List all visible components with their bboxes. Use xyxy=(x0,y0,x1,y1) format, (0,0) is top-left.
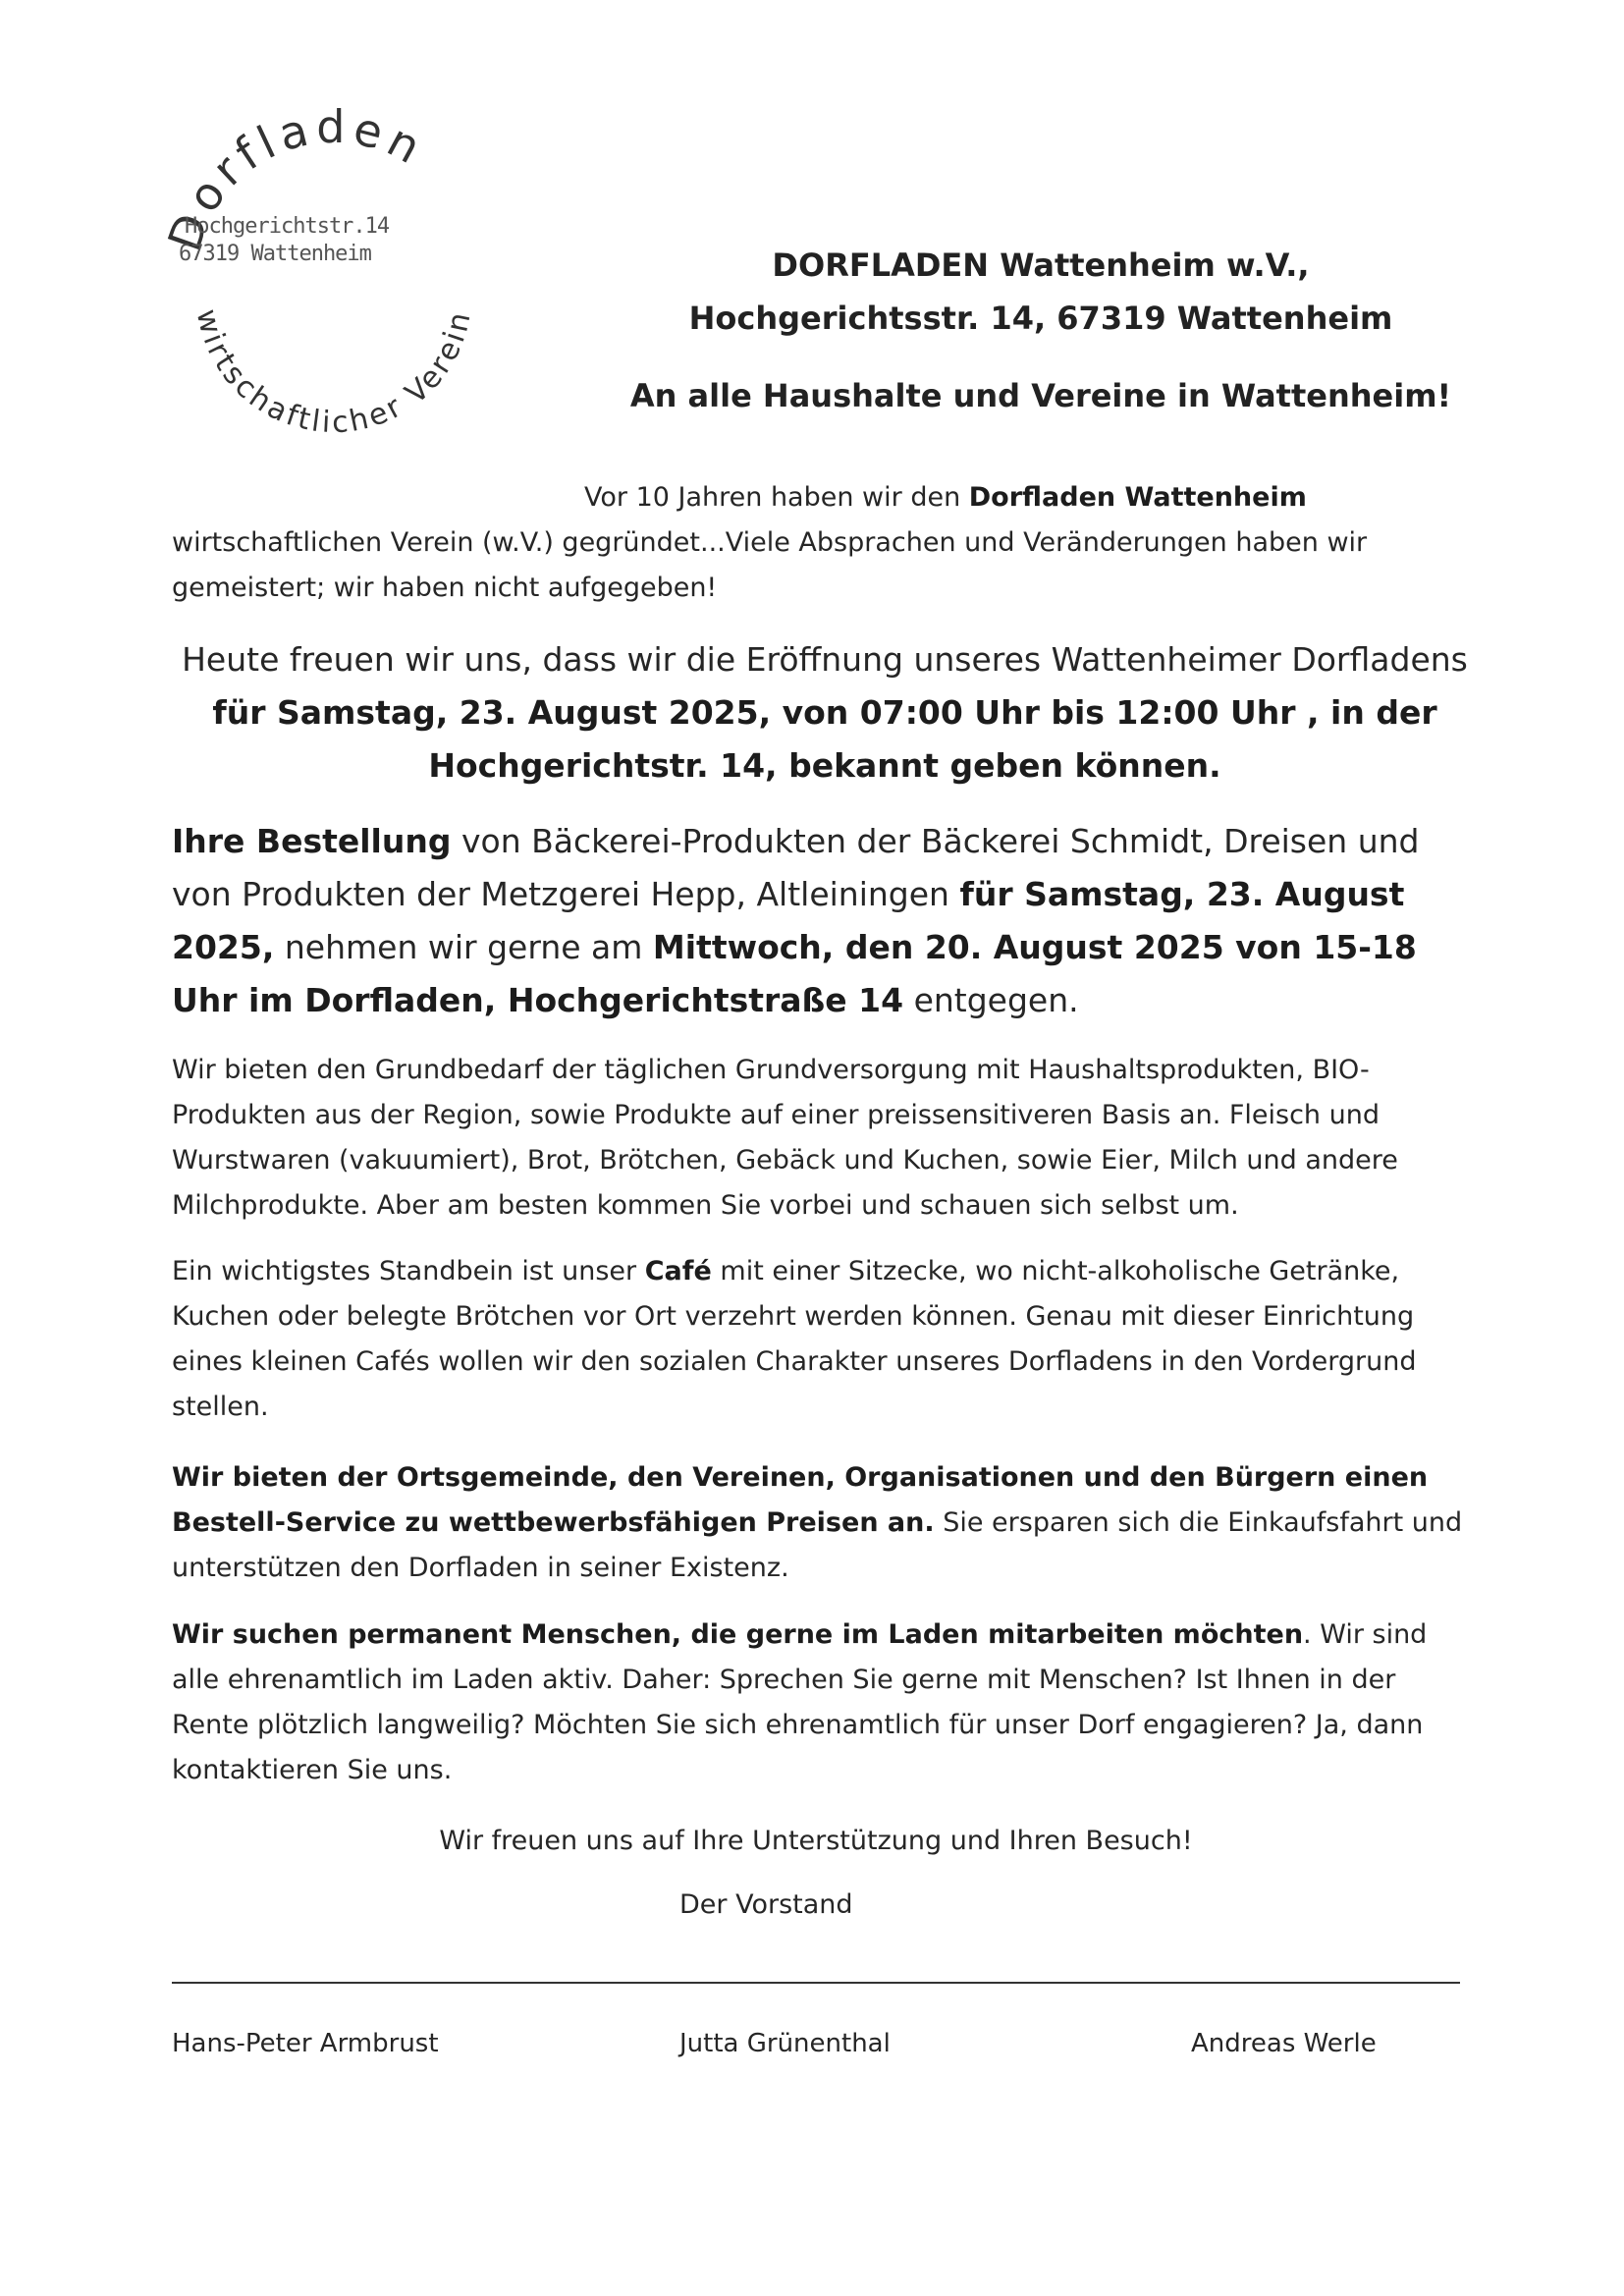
intro-paragraph: Vor 10 Jahren haben wir den Dorfladen Wattenheim wirtschaftlichen Verein (w.V.) gegründet...Viele Absprachen und Veränderungen haben wir gemeistert; wir haben nicht aufgegeben! xyxy=(172,482,1368,603)
signature-name-3: Andreas Werle xyxy=(1191,2029,1377,2058)
org-address: Hochgerichtsstr. 14, 67319 Wattenheim xyxy=(688,300,1393,337)
announcement-line1: Heute freuen wir uns, dass wir die Eröffnung unseres Wattenheimer Dorfladens xyxy=(182,640,1468,679)
signature-name-2: Jutta Grünenthal xyxy=(679,2029,891,2058)
stamp-subtitle: wirtschaftlicher Verein xyxy=(189,305,479,441)
order-paragraph: Ihre Bestellung von Bäckerei-Produkten der Bäckerei Schmidt, Dreisen und von Produkten der Metzgerei Hepp, Altleiningen für Samstag, 23. August 2025, nehmen wir gerne am Mittwoch, den 20. August 2025 von 15-18 Uhr im Dorfladen, Hochgerichtstraße 14 entgegen. xyxy=(172,822,1420,1019)
signature-divider xyxy=(172,1982,1460,1984)
announcement-line3: Hochgerichtstr. 14, bekannt geben können. xyxy=(428,746,1221,785)
stamp-address-line2: 67319 Wattenheim xyxy=(179,242,371,266)
service-paragraph: Wir bieten der Ortsgemeinde, den Vereinen, Organisationen und den Bürgern einen Bestell-Service zu wettbewerbsfähigen Preisen an. Sie ersparen sich die Einkaufsfahrt und unterstützen den Dorfladen in seiner Existenz. xyxy=(172,1462,1463,1583)
headline: An alle Haushalte und Vereine in Wattenheim! xyxy=(629,377,1452,414)
volunteers-paragraph: Wir suchen permanent Menschen, die gerne im Laden mitarbeiten möchten. Wir sind alle ehrenamtlich im Laden aktiv. Daher: Sprechen Sie gerne mit Menschen? Ist Ihnen in der Rente plötzlich langweilig? Möchten Sie sich ehrenamtlich für unser Dorf engagieren? Ja, dann kontaktieren Sie uns. xyxy=(172,1619,1428,1785)
closing-line: Wir freuen uns auf Ihre Unterstützung und Ihren Besuch! xyxy=(439,1826,1193,1856)
offer-paragraph: Wir bieten den Grundbedarf der täglichen Grundversorgung mit Haushaltsprodukten, BIO-Produkten aus der Region, sowie Produkte auf einer preissensitiveren Basis an. Fleisch und Wurstwaren (vakuumiert), Brot, Brötchen, Gebäck und Kuchen, sowie Eier, Milch und andere Milchprodukte. Aber am besten kommen Sie vorbei und schauen sich selbst um. xyxy=(172,1055,1398,1221)
stamp-address-line1: Hochgerichtstr.14 xyxy=(185,214,390,239)
stamp-title: Dorfladen xyxy=(157,108,435,257)
org-name: DORFLADEN Wattenheim w.V., xyxy=(772,246,1310,284)
stamp xyxy=(157,108,511,442)
board-label: Der Vorstand xyxy=(679,1889,853,1920)
signature-name-1: Hans-Peter Armbrust xyxy=(172,2029,439,2058)
stamp-graphic xyxy=(157,108,511,442)
cafe-paragraph: Ein wichtigstes Standbein ist unser Café mit einer Sitzecke, wo nicht-alkoholische Getränke, Kuchen oder belegte Brötchen vor Ort verzehrt werden können. Genau mit dieser Einrichtung eines kleinen Cafés wollen wir den sozialen Charakter unseres Dorfladens in den Vordergrund stellen. xyxy=(172,1256,1417,1422)
announcement-line2: für Samstag, 23. August 2025, von 07:00 Uhr bis 12:00 Uhr , in der xyxy=(212,693,1437,732)
